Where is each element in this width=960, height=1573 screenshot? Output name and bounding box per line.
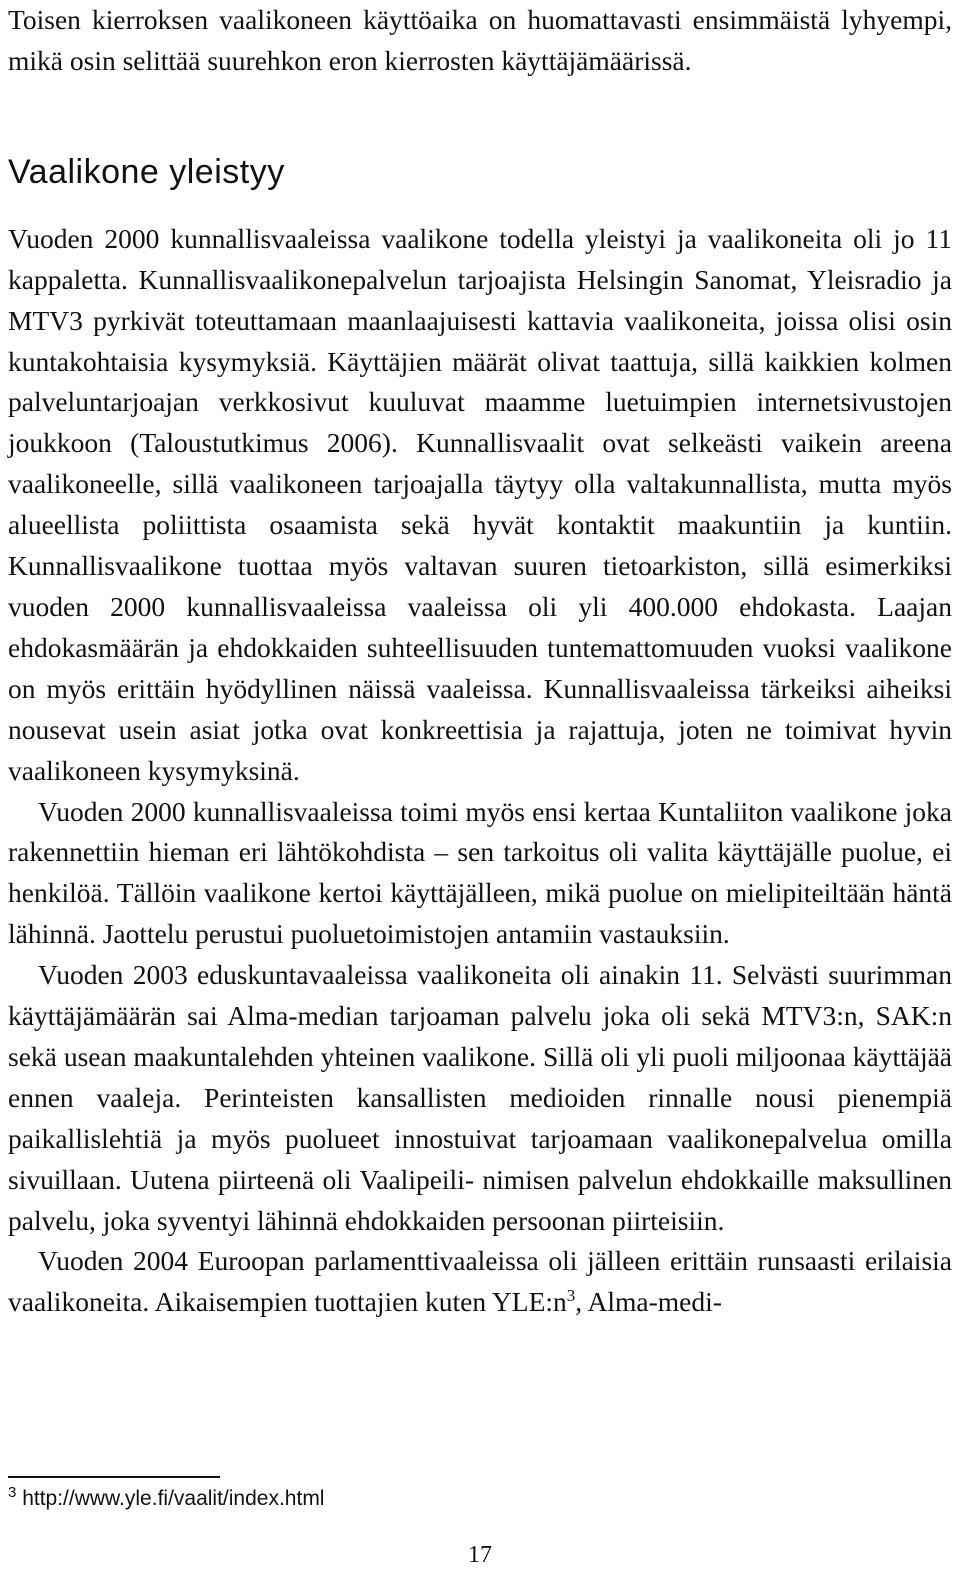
footnote-link[interactable]: http://www.yle.fi/vaalit/index.html <box>22 1487 325 1510</box>
paragraph-2: Vuoden 2000 kunnallisvaaleissa toimi myös ensi kertaa Kuntaliiton vaalikone joka rakennettiin hieman eri lähtökohdista – sen tarkoitus oli valita käyttäjälle puolue, ei henkilöä. Tällöin vaalikone kertoi käyttäjälleen, mikä puolue on mielipiteiltään häntä lähinnä. Jaottelu perustui puoluetoimistojen antamiin vastauksiin. <box>8 795 952 950</box>
section-heading: Vaalikone yleistyy <box>8 152 285 191</box>
footnote-reference: 3 <box>566 1286 576 1306</box>
paragraph-3: Vuoden 2003 eduskuntavaaleissa vaalikoneita oli ainakin 11. Selvästi suurimman käyttäjämäärän sai Alma-median tarjoaman palvelu joka oli sekä MTV3:n, SAK:n sekä usean maakuntalehden yhteinen vaalikone. Sillä oli yli puoli miljoonaa käyttäjää ennen vaaleja. Perinteisten kansallisten medioiden rinnalle nousi pienempiä paikallislehtiä ja myös puolueet innostuivat tarjoamaan vaalikonepalvelua omilla sivuillaan. Uutena piirteenä oli Vaalipeili- nimisen palvelun ehdokkaille maksullinen palvelu, joka syventyi lähinnä ehdokkaiden persoonan piirteisiin. <box>8 959 952 1236</box>
paragraph-intro: Toisen kierroksen vaalikoneen käyttöaika on huomattavasti ensimmäistä lyhyempi, mikä osin selittää suurehkon eron kierrosten käyttäjämäärissä. <box>8 4 952 76</box>
page-number: 17 <box>468 1542 492 1568</box>
footnote <box>8 1485 324 1513</box>
paragraph-4-text-end: , Alma-medi- <box>575 1286 722 1318</box>
footnote-marker: 3 <box>8 1484 17 1501</box>
paragraph-4 <box>8 1241 952 1323</box>
paragraph-4-text: Vuoden 2004 Euroopan parlamenttivaaleissa oli jälleen erittäin runsaasti erilaisia vaalikoneita. Aikaisempien tuottajien kuten YLE:n <box>8 1245 952 1318</box>
paragraph-1: Vuoden 2000 kunnallisvaaleissa vaalikone todella yleistyi ja vaalikoneita oli jo 11 kappaletta. Kunnallisvaalikonepalvelun tarjoajista Helsingin Sanomat, Yleisradio ja MTV3 pyrkivät toteuttamaan maanlaajuisesti kattavia vaalikoneita, joissa olisi osin kuntakohtaisia kysymyksiä. Käyttäjien määrät olivat taattuja, sillä kaikkien kolmen palveluntarjoajan verkkosivut kuuluvat maamme luetuimpien internetsivustojen joukkoon (Taloustutkimus 2006). Kunnallisvaalit ovat selkeästi vaikein areena vaalikoneelle, sillä vaalikoneen tarjoajalla täytyy olla valtakunnallista, mutta myös alueellista poliittista osaamista sekä hyvät kontaktit maakuntiin ja kuntiin. Kunnallisvaalikone tuottaa myös valtavan suuren tietoarkiston, sillä esimerkiksi vuoden 2000 kunnallisvaaleissa vaaleissa oli yli 400.000 ehdokasta. Laajan ehdokasmäärän ja ehdokkaiden suhteellisuuden tuntemattomuuden vuoksi vaalikone on myös erittäin hyödyllinen näissä vaaleissa. Kunnallisvaaleissa tärkeiksi aiheiksi nousevat usein asiat jotka ovat konkreettisia ja rajattuja, joten ne toimivat hyvin vaalikoneen kysymyksinä. <box>8 222 952 786</box>
footnote-divider <box>8 1476 220 1478</box>
document-page <box>8 0 952 1323</box>
